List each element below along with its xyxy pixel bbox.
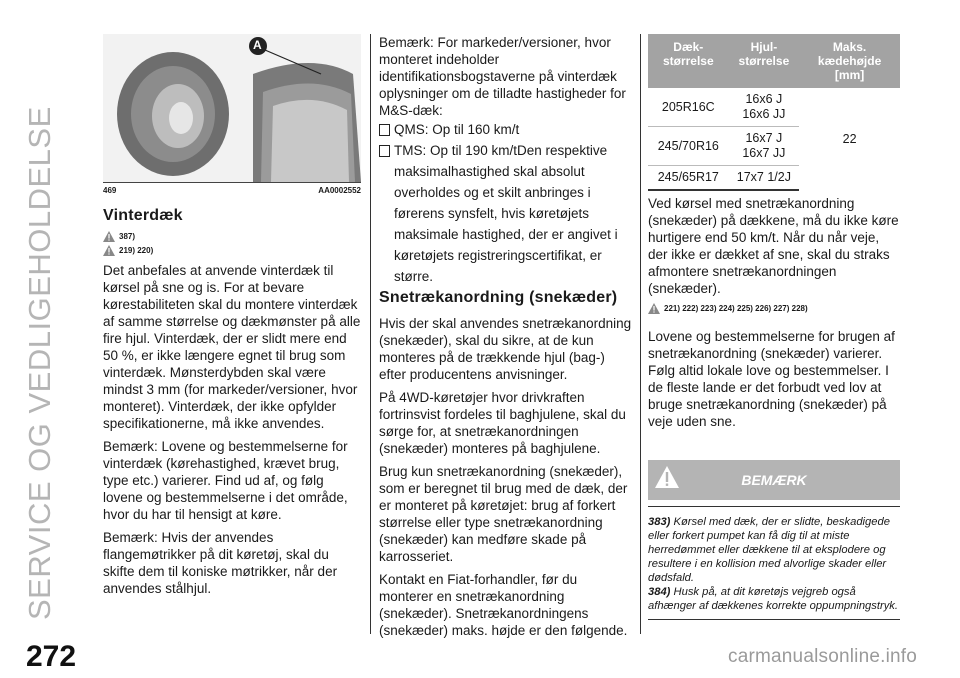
tyre-figure [103, 34, 361, 183]
chain-size-table [648, 34, 900, 191]
figure-callout-label: A [253, 38, 262, 52]
note-item [648, 585, 900, 613]
table-header: Maks. kædehøjde [mm] [799, 34, 900, 88]
column-divider [640, 34, 641, 634]
warning-triangle-icon [654, 465, 680, 489]
paragraph: Lovene og bestemmelserne for brugen af snetrækanordning (snekæder) varierer. Følg altid lokale love og bestemmelser. I de fleste lande er det forbudt ved lov at bruge snetrækanordning (snekæder) på veje uden sne. [648, 329, 895, 429]
tyre-illustration [103, 34, 361, 182]
winter-tyres-title: Vinterdæk [103, 207, 183, 224]
paragraph: Bemærk: Lovene og bestemmelserne for vinterdæk (kørehastighed, krævet brug, type etc.) varierer. Find ud af, og følg lovene og bestemmelserne i det område, hvor du har til hensigt at køre. [103, 439, 348, 522]
caution-ref-text: 219) 220) [119, 246, 154, 255]
wheel-size-cell: 16x6 J 16x6 JJ [742, 92, 786, 121]
column-snow-chains [379, 34, 633, 639]
list-item-text: QMS: Op til 160 km/t [394, 122, 520, 137]
figure-code: AA0002552 [318, 186, 361, 195]
paragraph: Brug kun snetrækanordning (snekæder), som er beregnet til brug med de dæk, der er monteret på køretøjet: brug af forkert størrelse eller type snetrækanordning (snekæder) kan medføre skade på karrosseriet. [379, 464, 628, 564]
note-box-header [648, 460, 900, 500]
figure-caption [103, 186, 361, 195]
warning-ref-text: 387) [119, 232, 136, 241]
paragraph: På 4WD-køretøjer hvor drivkraften fortrinsvist fordeles til baghjulene, skal du sørge for, at snetrækanordningen (snekæder) monteres på baghjulene. [379, 390, 626, 456]
wheel-size-cell: 17x7 1/2J [729, 166, 800, 191]
paragraph: Kontakt en Fiat-forhandler, før du monterer en snetrækanordning (snekæder). Snetrækanordningens (snekæder) maks. højde er den følgende. [379, 572, 628, 638]
column-winter-tyres [103, 34, 361, 597]
note-number: 383) [648, 516, 671, 528]
list-item [379, 119, 633, 140]
page-number: 272 [26, 640, 77, 673]
paragraph: Ved kørsel med snetrækanordning (snekæder) på dækkene, må du ikke køre hurtigere end 50 km/t. Når du når veje, der ikke er dækket af sne, skal du straks afmontere snetrækanordningen (snekæder). [648, 196, 899, 296]
caution-refs [648, 303, 900, 314]
paragraph: Det anbefales at anvende vinterdæk til kørsel på sne og is. For at bevare kørestabiliteten skal du montere vinterdæk af samme størrelse og dækmønster på alle fire hjul. Vinterdæk, der er slidt mere end 50 %, er ikke længere egnet til brug som vinterdæk. Mønsterdybden skal være mindst 3 mm (for markeder/versioner, hvor monteret). Vinterdæk, der ikke opfylder specifikationerne, må ikke anvendes. [103, 263, 361, 431]
paragraph: Bemærk: Hvis der anvendes flangemøtrikker på dit køretøj, skal du skifte dem til koniske møtrikker, når der anvendes stålhjul. [103, 530, 338, 596]
column-divider [370, 34, 371, 634]
warning-triangle-icon [103, 231, 115, 242]
wheel-size-cell: 16x7 J 16x7 JJ [729, 127, 800, 166]
caution-triangle-icon [103, 245, 115, 256]
column-chain-table [648, 34, 900, 620]
note-item [648, 515, 900, 585]
table-header: Hjul-størrelse [729, 34, 800, 88]
paragraph: Hvis der skal anvendes snetrækanordning (snekæder), skal du sikre, at de kun monteres på de trækkende hjul (bag-) efter producentens anvisninger. [379, 316, 632, 382]
list-item-text: TMS: Op til 190 km/tDen respektive maksimalhastighed skal absolut overholdes og et skilt anbringes i førerens synsfelt, hvis køretøjets maksimale hastighed, der er angivet i køretøjets registreringscertifikat, er større. [394, 143, 618, 284]
tyre-size-cell: 205R16C [661, 99, 715, 114]
section-sidebar-title [6, 30, 66, 630]
table-header: Dæk-størrelse [648, 34, 729, 88]
note-text: Kørsel med dæk, der er slidte, beskadigede eller forkert pumpet kan få dig til at miste herredømmet eller dækkene til at eksplodere og resultere i en kollision med alvorlige skader eller dødsfald. [648, 516, 890, 584]
tyre-size-cell: 245/70R16 [648, 127, 729, 166]
bullet-square-icon [379, 124, 390, 136]
section-title-svg [6, 30, 66, 630]
caution-triangle-icon [648, 303, 660, 314]
figure-number: 469 [103, 186, 117, 195]
bullet-square-icon [379, 145, 390, 157]
note-number: 384) [648, 586, 671, 598]
paragraph: Bemærk: For markeder/versioner, hvor monteret indeholder identifikationsbogstaverne på vinterdæk oplysninger om de tilladte hastigheder for M&S-dæk: [379, 35, 626, 118]
max-chain-height-cell: 22 [842, 131, 857, 146]
tyre-size-cell: 245/65R17 [648, 166, 729, 191]
snow-chains-title: Snetrækanordning (snekæder) [379, 289, 618, 306]
table-row [648, 88, 900, 127]
warning-ref-1 [103, 231, 361, 242]
note-text: Husk på, at dit køretøjs vejgreb også afhænger af dækkenes korrekte oppumpningstryk. [648, 586, 898, 612]
caution-ref-1 [103, 245, 361, 256]
list-item [379, 140, 633, 287]
section-title-text: SERVICE OG VEDLIGEHOLDELSE [22, 106, 57, 620]
note-box-title: BEMÆRK [741, 472, 807, 488]
watermark: carmanualsonline.info [728, 646, 918, 667]
note-box-body [648, 506, 900, 620]
caution-refs-text: 221) 222) 223) 224) 225) 226) 227) 228) [664, 304, 808, 313]
